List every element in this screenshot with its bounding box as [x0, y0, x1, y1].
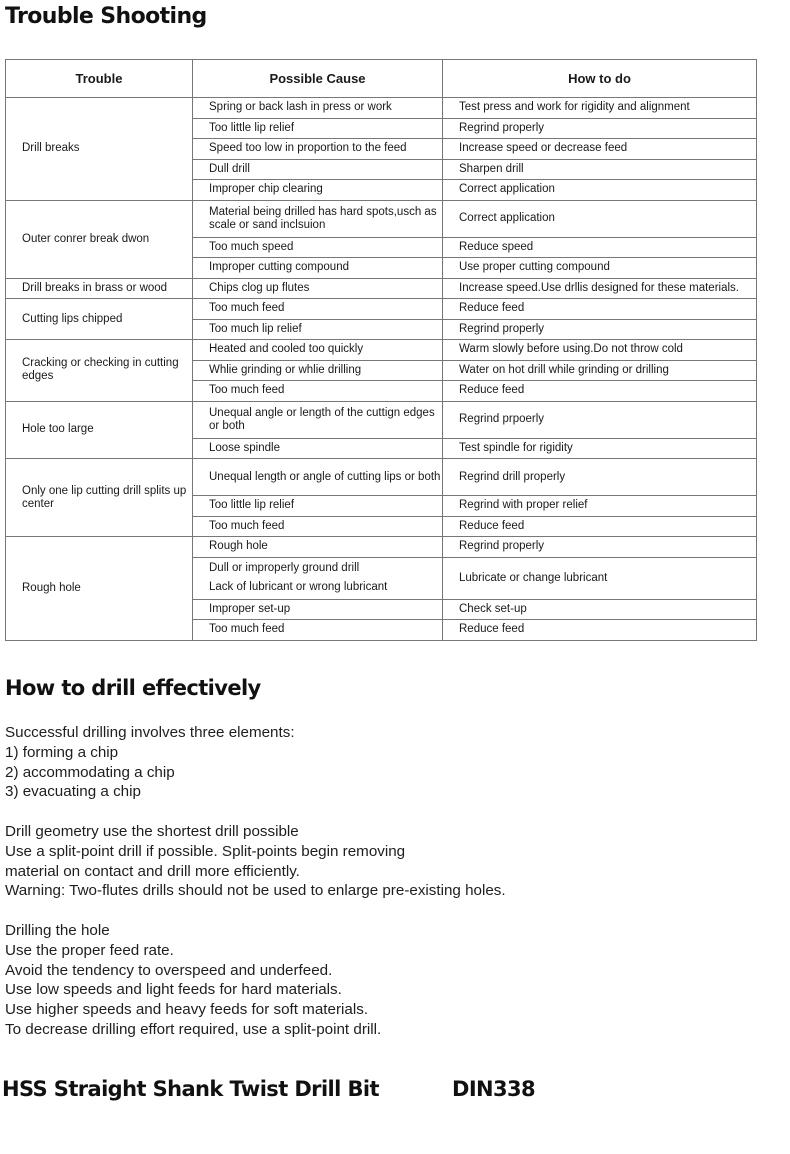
- cause-cell: Material being drilled has hard spots,usch as scale or sand inclsuion: [193, 200, 443, 237]
- cause-cell: Too much feed: [193, 299, 443, 320]
- fix-cell: Reduce feed: [443, 299, 757, 320]
- section-title: How to drill effectively: [5, 676, 261, 700]
- column-header-how-to-do: How to do: [443, 60, 757, 98]
- table-row: [6, 200, 757, 237]
- fix-cell: Increase speed.Use drllis designed for these materials.: [443, 278, 757, 299]
- fix-cell: Sharpen drill: [443, 159, 757, 180]
- fix-cell: Reduce feed: [443, 516, 757, 537]
- fix-cell: Regrind properly: [443, 118, 757, 139]
- cause-cell: Too much lip relief: [193, 319, 443, 340]
- body-line: Drill geometry use the shortest drill possible: [5, 822, 299, 840]
- cause-cell: Too little lip relief: [193, 496, 443, 517]
- body-line: Warning: Two-flutes drills should not be used to enlarge pre-existing holes.: [5, 882, 506, 900]
- cause-cell: Improper chip clearing: [193, 180, 443, 201]
- body-line: material on contact and drill more efficiently.: [5, 862, 300, 880]
- cause-cell: Dull drill: [193, 159, 443, 180]
- cause-cell: Unequal length or angle of cutting lips or both: [193, 459, 443, 496]
- fix-cell: Regrind with proper relief: [443, 496, 757, 517]
- body-line: 2) accommodating a chip: [5, 763, 175, 781]
- body-line: Successful drilling involves three elements:: [5, 724, 295, 741]
- trouble-cell: Drill breaks: [6, 98, 193, 201]
- table-header-row: [6, 60, 757, 98]
- trouble-cell: Outer conrer break dwon: [6, 200, 193, 278]
- trouble-cell: Cutting lips chipped: [6, 299, 193, 340]
- blank-line: [5, 802, 705, 822]
- body-line: To decrease drilling effort required, use a split-point drill.: [5, 1020, 382, 1038]
- how-to-body: [5, 723, 705, 1040]
- column-header-trouble: Trouble: [6, 60, 193, 98]
- cause-line: Lack of lubricant or wrong lubricant: [209, 581, 388, 593]
- cause-cell: Rough hole: [193, 537, 443, 558]
- cause-cell: Too much feed: [193, 516, 443, 537]
- cause-cell: Improper cutting compound: [193, 258, 443, 279]
- product-name: HSS Straight Shank Twist Drill Bit: [2, 1077, 379, 1101]
- cause-cell: Speed too low in proportion to the feed: [193, 139, 443, 160]
- page-title: Trouble Shooting: [5, 4, 207, 29]
- fix-cell: Water on hot drill while grinding or drilling: [443, 360, 757, 381]
- cause-cell: Unequal angle or length of the cuttign edges or both: [193, 401, 443, 438]
- cause-cell: Too little lip relief: [193, 118, 443, 139]
- body-line: 1) forming a chip: [5, 743, 119, 761]
- fix-cell: Warm slowly before using.Do not throw cold: [443, 340, 757, 361]
- cause-cell: Too much speed: [193, 237, 443, 258]
- fix-cell: Increase speed or decrease feed: [443, 139, 757, 160]
- fix-cell: Regrind properly: [443, 537, 757, 558]
- cause-cell: [193, 557, 443, 599]
- troubleshooting-table: [5, 59, 757, 641]
- trouble-cell: Drill breaks in brass or wood: [6, 278, 193, 299]
- trouble-cell: Only one lip cutting drill splits up center: [6, 459, 193, 537]
- cause-cell: Whlie grinding or whlie drilling: [193, 360, 443, 381]
- body-line: Use low speeds and light feeds for hard materials.: [5, 981, 342, 999]
- body-line: Drilling the hole: [5, 921, 110, 939]
- cause-cell: Spring or back lash in press or work: [193, 98, 443, 119]
- fix-cell: Reduce feed: [443, 381, 757, 402]
- fix-cell: Test press and work for rigidity and alignment: [443, 98, 757, 119]
- body-line: Use a split-point drill if possible. Split-points begin removing: [5, 842, 406, 860]
- fix-cell: Correct application: [443, 180, 757, 201]
- product-standard: DIN338: [452, 1077, 536, 1101]
- fix-cell: Use proper cutting compound: [443, 258, 757, 279]
- cause-cell: Too much feed: [193, 620, 443, 641]
- fix-cell: Reduce feed: [443, 620, 757, 641]
- cause-cell: Too much feed: [193, 381, 443, 402]
- table-row: [6, 299, 757, 320]
- fix-cell: Regrind properly: [443, 319, 757, 340]
- body-line: Use the proper feed rate.: [5, 941, 174, 959]
- body-line: 3) evacuating a chip: [5, 783, 141, 801]
- fix-cell: Reduce speed: [443, 237, 757, 258]
- fix-cell: Lubricate or change lubricant: [443, 557, 757, 599]
- cause-cell: Heated and cooled too quickly: [193, 340, 443, 361]
- table-row: [6, 537, 757, 558]
- fix-cell: Regrind drill properly: [443, 459, 757, 496]
- body-line: Use higher speeds and heavy feeds for soft materials.: [5, 1001, 369, 1019]
- cause-cell: Improper set-up: [193, 599, 443, 620]
- cause-line: Dull or improperly ground drill: [209, 561, 360, 574]
- fix-cell: Regrind prpoerly: [443, 401, 757, 438]
- table-row: [6, 401, 757, 438]
- table-row: [6, 340, 757, 361]
- fix-cell: Check set-up: [443, 599, 757, 620]
- fix-cell: Test spindle for rigidity: [443, 438, 757, 459]
- table-row: [6, 459, 757, 496]
- table-row: [6, 278, 757, 299]
- table-row: [6, 98, 757, 119]
- trouble-cell: Hole too large: [6, 401, 193, 459]
- blank-line: [5, 901, 705, 921]
- cause-cell: Loose spindle: [193, 438, 443, 459]
- body-line: Avoid the tendency to overspeed and underfeed.: [5, 961, 333, 979]
- fix-cell: Correct application: [443, 200, 757, 237]
- trouble-cell: Cracking or checking in cutting edges: [6, 340, 193, 402]
- column-header-possible-cause: Possible Cause: [193, 60, 443, 98]
- trouble-cell: Rough hole: [6, 537, 193, 641]
- cause-cell: Chips clog up flutes: [193, 278, 443, 299]
